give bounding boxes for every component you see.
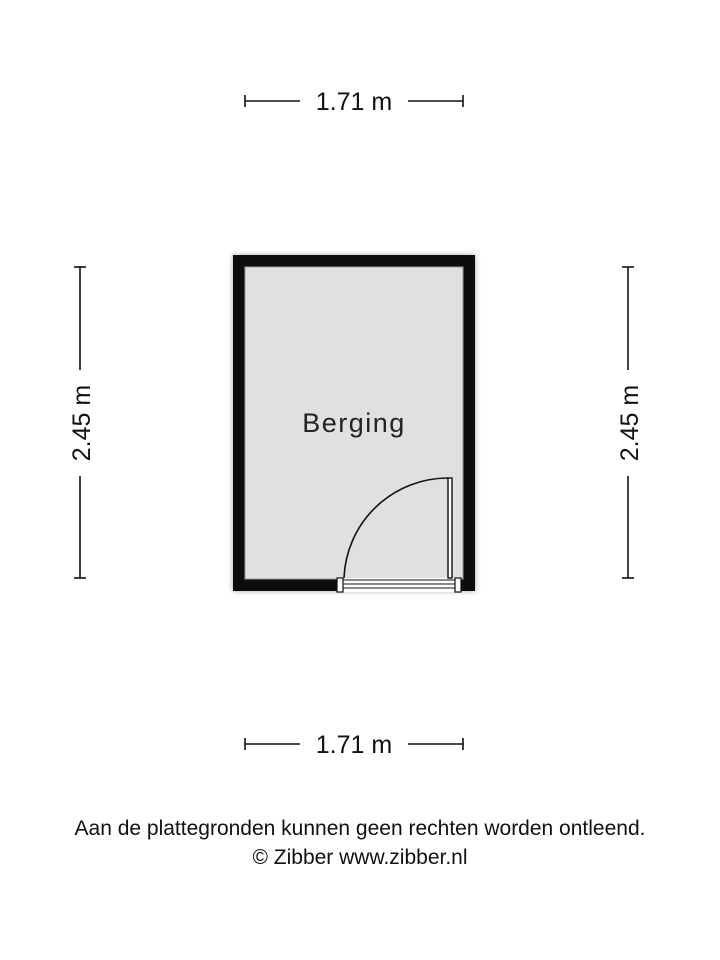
left-dimension — [68, 267, 96, 578]
door-jamb-right — [455, 578, 461, 592]
left-dimension-label: 2.45 m — [68, 384, 96, 462]
door-leaf — [448, 478, 452, 578]
door-jamb-left — [337, 578, 343, 592]
room-berging — [233, 255, 475, 592]
bottom-dimension — [245, 731, 463, 759]
bottom-dimension-label: 1.71 m — [315, 731, 393, 759]
copyright-text: © Zibber www.zibber.nl — [252, 846, 468, 869]
top-dimension — [245, 88, 463, 116]
right-dimension — [616, 267, 644, 578]
top-dimension-label: 1.71 m — [315, 88, 393, 116]
room-label: Berging — [302, 408, 406, 438]
disclaimer-text: Aan de plattegronden kunnen geen rechten worden ontleend. — [74, 817, 646, 840]
right-dimension-label: 2.45 m — [616, 384, 644, 462]
